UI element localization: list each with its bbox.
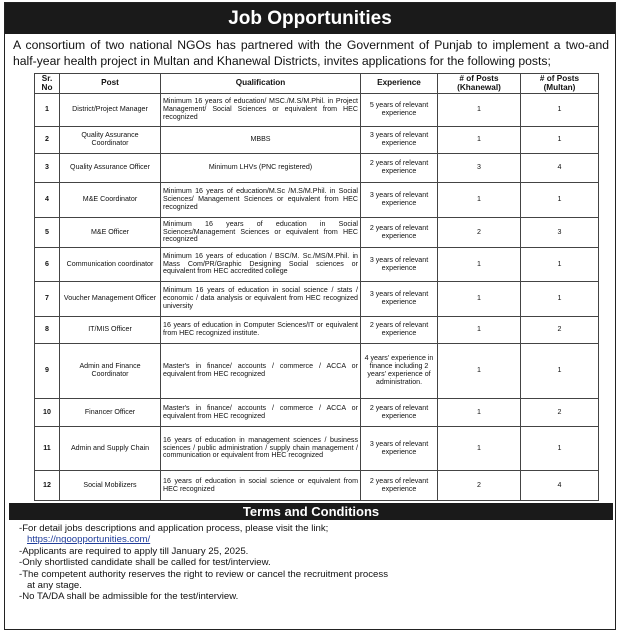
- cell-experience: 3 years of relevant experience: [361, 282, 438, 317]
- table-row: [35, 183, 599, 218]
- cell-experience: 3 years of relevant experience: [361, 248, 438, 282]
- cell-multan: 3: [521, 218, 599, 248]
- cell-multan: 2: [521, 399, 599, 427]
- cell-qualification: Minimum 16 years of education in Social Sciences/Management Sciences or equivalent from HEC recognized: [161, 218, 361, 248]
- table-row: [35, 344, 599, 399]
- cell-khanewal: 2: [438, 218, 521, 248]
- terms-item: -Only shortlisted candidate shall be called for test/interview.: [19, 557, 271, 569]
- details-link[interactable]: https://ngoopportunities.com/: [27, 534, 151, 546]
- cell-qualification: MBBS: [161, 127, 361, 154]
- cell-post: IT/MIS Officer: [60, 317, 161, 344]
- cell-multan: 1: [521, 344, 599, 399]
- terms-item: -The competent authority reserves the right to review or cancel the recruitment process: [19, 568, 388, 580]
- cell-qualification: 16 years of education in Computer Sciences/IT or equivalent from HEC recognized institute.: [161, 317, 361, 344]
- advertisement-frame: [4, 2, 616, 630]
- cell-khanewal: 1: [438, 344, 521, 399]
- cell-experience: 4 years' experience in finance including 2 years' experience of administration.: [361, 344, 438, 399]
- table-row: [35, 154, 599, 183]
- cell-multan: 1: [521, 282, 599, 317]
- cell-post: Social Mobilizers: [60, 471, 161, 501]
- cell-qualification: Minimum 16 years of education / BSC/M. Sc./MS/M.Phil. in Mass Com/PR/Graphic Designing Social sciences or equivalent from HEC accredited college: [161, 248, 361, 282]
- cell-sr: 12: [35, 471, 60, 501]
- cell-experience: 2 years of relevant experience: [361, 471, 438, 501]
- cell-qualification: Minimum LHVs (PNC registered): [161, 154, 361, 183]
- cell-sr: 2: [35, 127, 60, 154]
- cell-multan: 1: [521, 183, 599, 218]
- cell-sr: 1: [35, 94, 60, 127]
- cell-experience: 3 years of relevant experience: [361, 427, 438, 471]
- cell-khanewal: 1: [438, 427, 521, 471]
- terms-item: -No TA/DA shall be admissible for the test/interview.: [19, 591, 239, 603]
- cell-khanewal: 1: [438, 317, 521, 344]
- cell-khanewal: 1: [438, 399, 521, 427]
- cell-khanewal: 1: [438, 127, 521, 154]
- terms-heading: Terms and Conditions: [9, 503, 613, 520]
- cell-sr: 9: [35, 344, 60, 399]
- cell-sr: 7: [35, 282, 60, 317]
- table-row: [35, 317, 599, 344]
- cell-multan: 1: [521, 248, 599, 282]
- cell-qualification: Master's in finance/ accounts / commerce / ACCA or equivalent from HEC recognized: [161, 344, 361, 399]
- table-row: [35, 471, 599, 501]
- cell-experience: 2 years of relevant experience: [361, 399, 438, 427]
- terms-item: -For detail jobs descriptions and application process, please visit the link;: [19, 523, 329, 534]
- cell-sr: 10: [35, 399, 60, 427]
- cell-experience: 2 years of relevant experience: [361, 317, 438, 344]
- cell-sr: 5: [35, 218, 60, 248]
- cell-post: Voucher Management Officer: [60, 282, 161, 317]
- cell-qualification: 16 years of education in social science or equivalent from HEC recognized: [161, 471, 361, 501]
- table-row: [35, 94, 599, 127]
- header-multan: # of Posts (Multan): [521, 74, 599, 94]
- cell-khanewal: 1: [438, 248, 521, 282]
- table-row: [35, 282, 599, 317]
- cell-post: M&E Coordinator: [60, 183, 161, 218]
- cell-multan: 1: [521, 427, 599, 471]
- table-header-row: [35, 74, 599, 94]
- cell-sr: 8: [35, 317, 60, 344]
- cell-post: Communication coordinator: [60, 248, 161, 282]
- cell-qualification: Minimum 16 years of education in social science / stats / economic / data analysis or equivalent from HEC recognized university: [161, 282, 361, 317]
- cell-qualification: Minimum 16 years of education/ MSC./M.S/M.Phil. in Project Management/ Social Sciences or equivalent from HEC recognized: [161, 94, 361, 127]
- cell-experience: 3 years of relevant experience: [361, 127, 438, 154]
- table-row: [35, 218, 599, 248]
- intro-paragraph: A consortium of two national NGOs has partnered with the Government of Punjab to implement a two-and half-year health project in Multan and Khanewal Districts, invites applications for the following posts;: [13, 38, 609, 68]
- header-khanewal: # of Posts (Khanewal): [438, 74, 521, 94]
- terms-item-continuation: at any stage.: [27, 580, 82, 592]
- table-row: [35, 399, 599, 427]
- cell-multan: 4: [521, 154, 599, 183]
- jobs-table: [34, 73, 599, 501]
- cell-post: Quality Assurance Officer: [60, 154, 161, 183]
- cell-post: Quality Assurance Coordinator: [60, 127, 161, 154]
- cell-khanewal: 3: [438, 154, 521, 183]
- cell-post: District/Project Manager: [60, 94, 161, 127]
- header-experience: Experience: [361, 74, 438, 94]
- cell-post: Financer Officer: [60, 399, 161, 427]
- header-post: Post: [60, 74, 161, 94]
- cell-khanewal: 1: [438, 94, 521, 127]
- cell-multan: 4: [521, 471, 599, 501]
- cell-khanewal: 1: [438, 282, 521, 317]
- terms-item: -Applicants are required to apply till January 25, 2025.: [19, 545, 249, 557]
- table-row: [35, 248, 599, 282]
- cell-post: Admin and Supply Chain: [60, 427, 161, 471]
- cell-post: Admin and Finance Coordinator: [60, 344, 161, 399]
- cell-post: M&E Officer: [60, 218, 161, 248]
- cell-qualification: 16 years of education in management sciences / business sciences / public administration / supply chain management / communication or equivalent from HEC recognized: [161, 427, 361, 471]
- cell-multan: 2: [521, 317, 599, 344]
- cell-sr: 3: [35, 154, 60, 183]
- page-title: Job Opportunities: [5, 3, 615, 34]
- cell-sr: 6: [35, 248, 60, 282]
- terms-list: [5, 520, 615, 603]
- cell-qualification: Master's in finance/ accounts / commerce / ACCA or equivalent from HEC recognized: [161, 399, 361, 427]
- cell-sr: 4: [35, 183, 60, 218]
- cell-khanewal: 2: [438, 471, 521, 501]
- cell-qualification: Minimum 16 years of education/M.Sc /M.S/M.Phil. in Social Sciences/ Management Sciences or equivalent from HEC recognized: [161, 183, 361, 218]
- table-row: [35, 127, 599, 154]
- cell-experience: 5 years of relevant experience: [361, 94, 438, 127]
- cell-sr: 11: [35, 427, 60, 471]
- cell-experience: 2 years of relevant experience: [361, 218, 438, 248]
- cell-khanewal: 1: [438, 183, 521, 218]
- table-row: [35, 427, 599, 471]
- header-qualification: Qualification: [161, 74, 361, 94]
- cell-experience: 2 years of relevant experience: [361, 154, 438, 183]
- cell-multan: 1: [521, 127, 599, 154]
- cell-multan: 1: [521, 94, 599, 127]
- header-sr: Sr. No: [35, 74, 60, 94]
- cell-experience: 3 years of relevant experience: [361, 183, 438, 218]
